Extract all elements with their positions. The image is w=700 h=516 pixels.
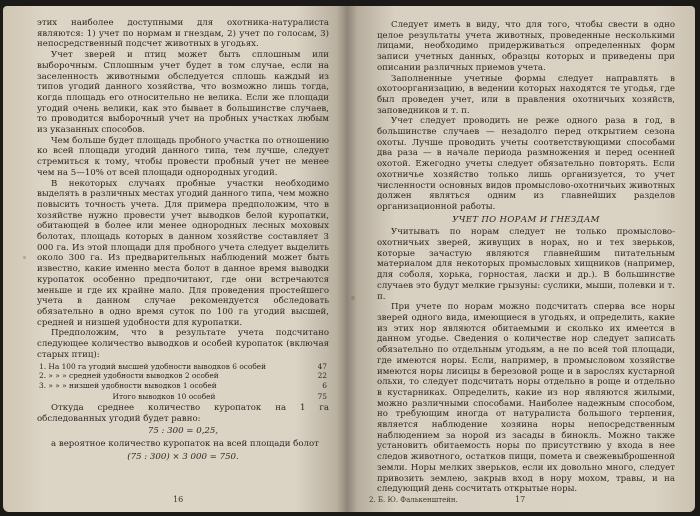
paragraph: Учитывать по норам следует не только промыслово-охотничьих зверей, живущих в норах, но и тех зверьков, которые зачастую являются главнейшим питательным материалом для некоторых промысловых хищников (например, для соболя, хорька, горностая, ласки и др.). В большинстве случаев это будут мелкие грызуны: суслики, мыши, полевки и т. п. — [377, 227, 675, 302]
paper-stain — [351, 296, 355, 300]
printer-signature: 2. Б. Ю. Фалькенштейн. — [369, 496, 458, 504]
left-page — [3, 6, 347, 512]
paragraph: Учет следует проводить не реже одного раза в год, в большинстве случаев — незадолго перед открытием сезона охоты. Лучше проводить учеты соответствующими способами два раза — в начале периода размножения и перед осенней охотой. Ежегодно учеты следует обязательно повторять. Если охотничье хозяйство только лишь организуется, то учет численности основных видов промыслово-охотничьих животных должен являться одним из главнейших разделов организационной работы. — [377, 116, 675, 212]
paragraph: Откуда среднее количество куропаток на 1 га обследованных угодий будет равно: — [37, 402, 329, 424]
paragraph: Чем больше будет площадь пробного участка по отношению ко всей площади угодий данного типа, тем лучше, следует стремиться к тому, чтобы провести пробный учет не менее чем на 5—10% от всей площади однородных угодий. — [37, 135, 329, 178]
table-cell-value: 22 — [317, 371, 327, 381]
paragraph: Предположим, что в результате учета подсчитано следующее количество выводков и особей куропаток (включая старых птиц): — [37, 328, 329, 360]
paper-stain — [23, 256, 26, 259]
right-page — [347, 6, 695, 512]
formula: 75 : 300 = 0,25, — [147, 426, 219, 437]
paragraph: а вероятное количество куропаток на всей площади болот — [51, 438, 319, 449]
table-total-value: 75 — [317, 392, 327, 402]
formula: (75 : 300) × 3 000 = 750. — [127, 451, 239, 462]
paragraph: При учете по норам можно подсчитать сперва все норы зверей одного вида, имеющиеся в угодьях, и определить, какие из этих нор являются обитаемыми и сколько их имеется в данном угодье. Сведения о количестве нор следует записать обязательно по отдельным угодьям, а не по всей той площади, где имеются норы. Если, например, в промысловом хозяйстве имеются норы лисицы в березовой роще и в зарослях кустарной ольхи, то следует подсчитать норы отдельно в роще и отдельно в кустарниках. Определить, какие из нор являются жилыми, можно различными способами. Наиболее надежным способом, но требующим иногда от натуралиста большого терпения, является наблюдение хозяина норы непосредственным наблюдением за норой из засады в бинокль. Можно также установить обитаемость норы по присутствию у входа в нее следов животного, остатков пищи, помета и свежевыброшенной земли. Норы мелких зверьков, если их довольно много, следует привозить землею, закрыв вход в нору мохом, травы, и на следующий день сосчитать открытые норы. — [377, 302, 675, 495]
page-number: 17 — [515, 495, 526, 504]
table-cell-value: 47 — [317, 361, 327, 371]
paragraph: Следует иметь в виду, что для того, чтобы свести в одно целое результаты учета животных, проведенные несколькими лицами, необходимо придерживаться определенных форм записи учетных данных, образцы которых и приведены при описании различных приемов учета. — [377, 20, 675, 73]
paragraph: Учет зверей и птиц может быть сплошным или выборочным. Сплошным учет будет в том случае, если на заселенность животными обследуется сплошь каждый из типов угодий данного хозяйства, что возможно лишь тогда, когда площадь его относительно не велика. Если же площади угодий очень велики, как это бывает в большинстве случаев, то проводится выборочный учет на пробных участках любым из указанных способов. — [37, 50, 329, 136]
paragraph: В некоторых случаях пробные участки необходимо выделять в различных местах угодий данного типа, чем можно повысить точность учета. Для примера предположим, что в хозяйстве нужно провести учет выводков белой куропатки, обитающей в более или менее однородных лесных моховых болотах, площадь которых в данном хозяйстве составляет 3 000 га. Из этой площади для пробного учета следует выделить около 300 га. Из предварительных наблюдений может быть известно, какие именно места болот в данное время выводки куропаток особенно предпочитают, где они встречаются меньше и где их крайне мало. Для проведения простейшего учета в данном случае рекомендуется обследовать обязательно в одно время суток по 100 га угодий высшей, средней и низшей удобности для куропатки. — [37, 178, 329, 328]
table-row — [37, 381, 329, 391]
table-row — [37, 371, 329, 381]
table-cell-label: 3. » » » низшей удобности выводков 1 особей — [39, 380, 217, 390]
table-cell-value: 6 — [322, 380, 327, 390]
section-heading: УЧЕТ ПО НОРАМ И ГНЕЗДАМ — [452, 214, 600, 225]
count-table — [37, 362, 329, 402]
paragraph: Заполненные учетные формы следует направлять в охотоорганизацию, в ведении которых находятся те угодья, где был проведен учет, или в правления охотничьих хозяйств, заповедников и т. п. — [377, 73, 675, 116]
right-page-text — [377, 20, 675, 495]
table-total-label: Итого выводков 10 особей — [112, 392, 216, 402]
table-cell-label: 1. На 100 га угодий высшей удобности выводков 6 особей — [39, 361, 267, 371]
left-page-text — [37, 18, 329, 464]
paragraph: этих наиболее доступными для охотника-натуралиста являются: 1) учет по нормам и гнездам, 2) учет по голосам, 3) непосредственный подсчет животных в угодьях. — [37, 18, 329, 50]
table-cell-label: 2. » » » средней удобности выводков 2 особей — [39, 371, 219, 381]
page-number: 16 — [173, 495, 184, 504]
table-row — [37, 362, 329, 372]
table-total-row — [37, 390, 329, 402]
